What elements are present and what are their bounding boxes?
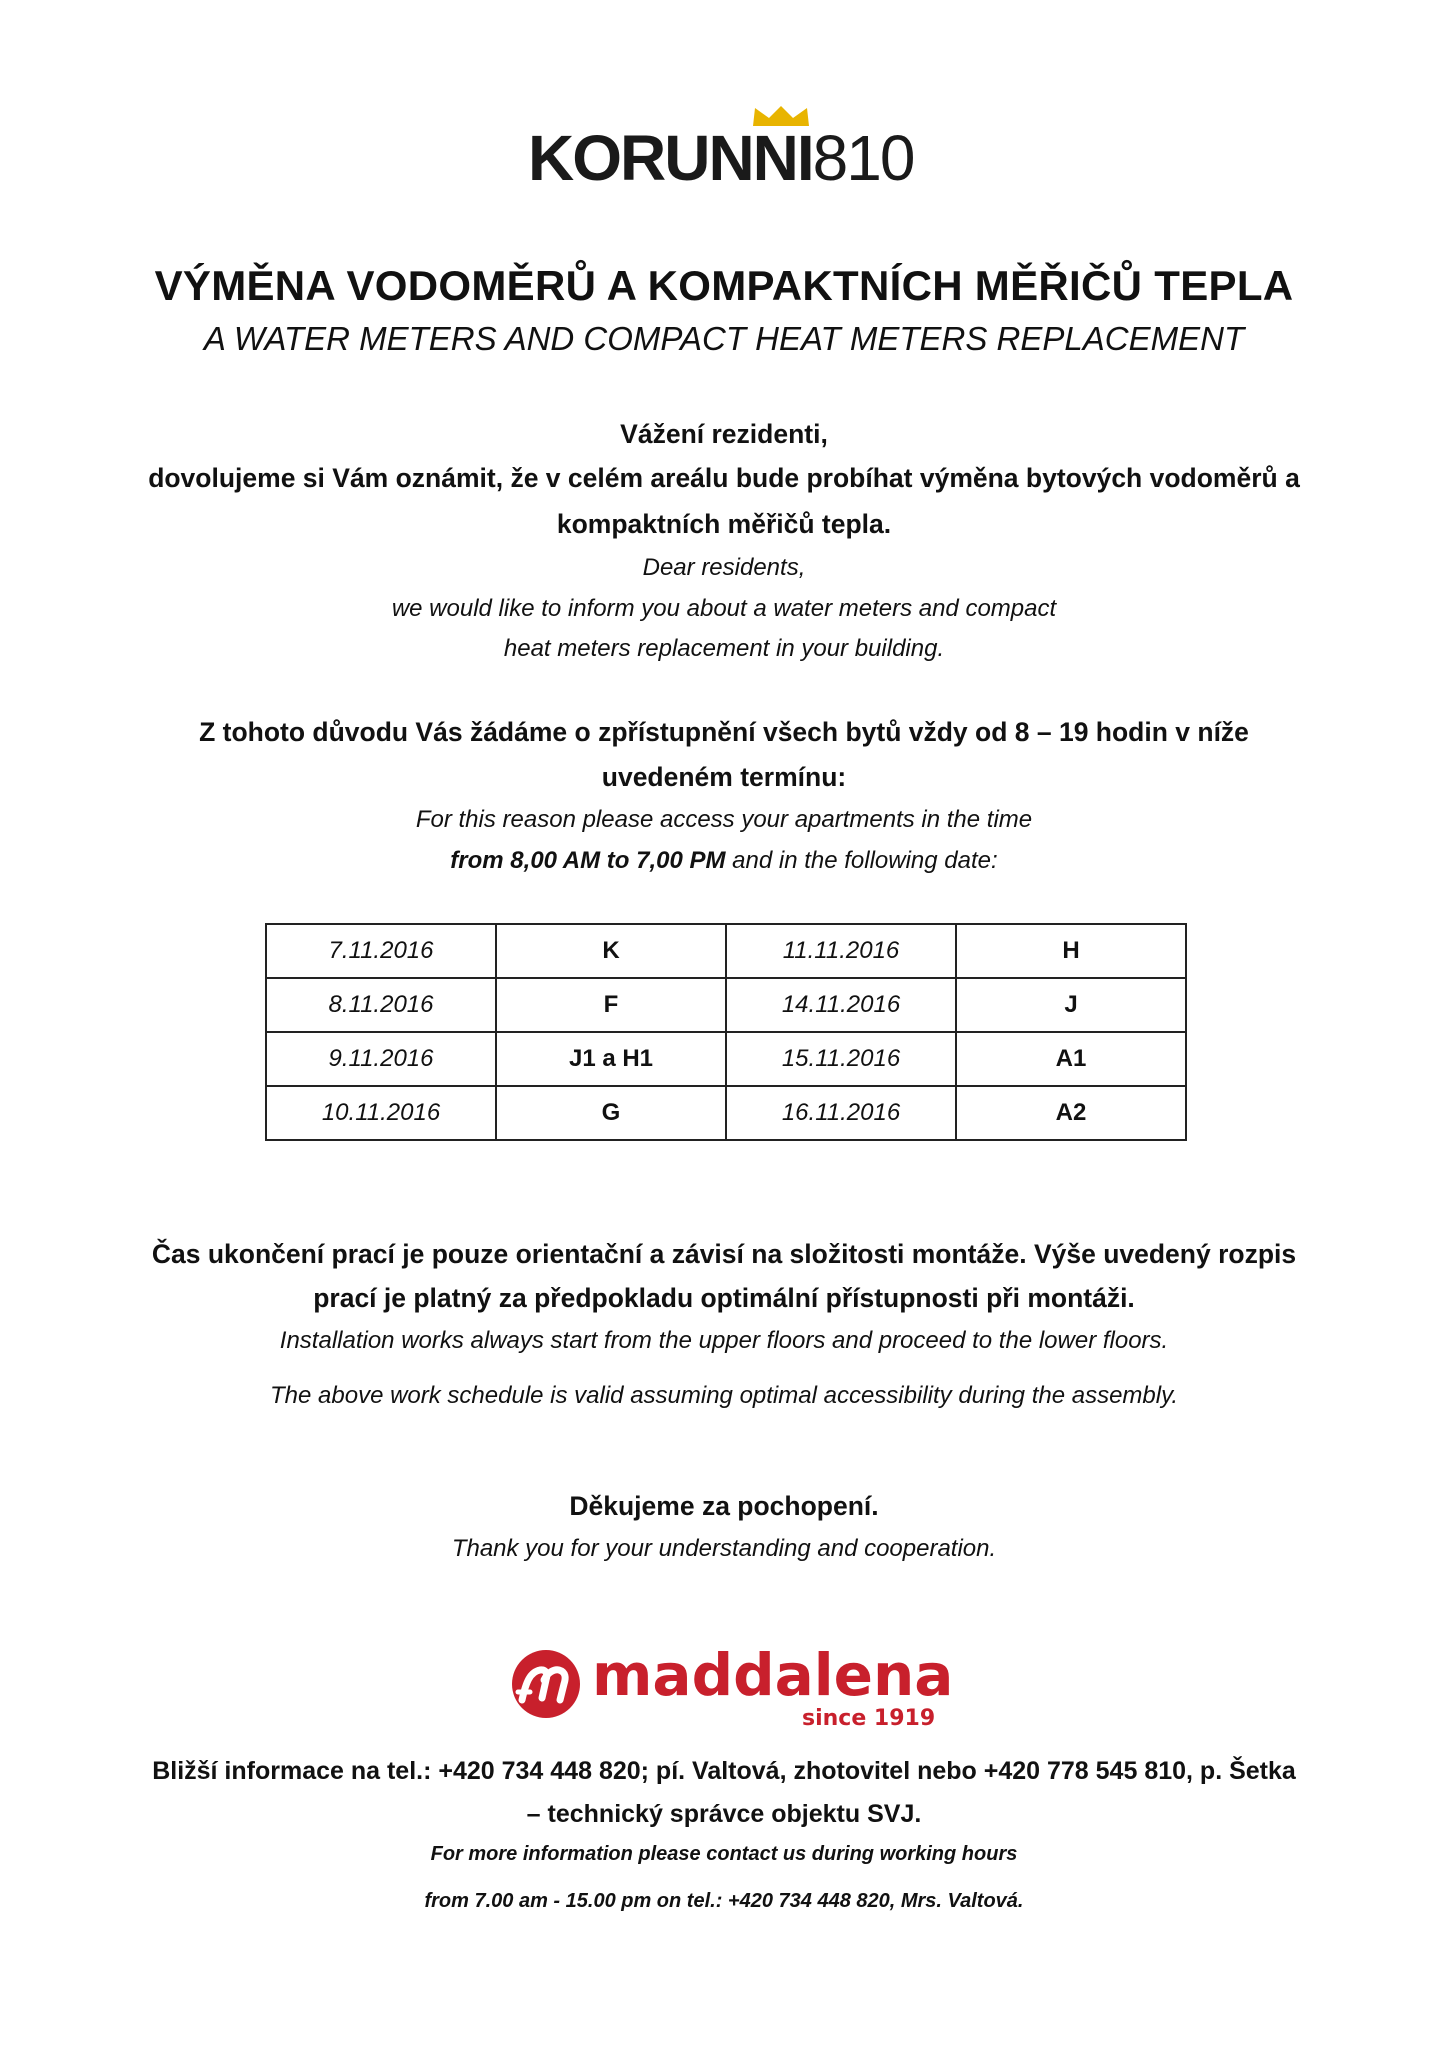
access-cz-line-1: Z tohoto důvodu Vás žádáme o zpřístupnění všech bytů vždy od 8 – 19 hodin v níže bbox=[199, 717, 1249, 747]
greeting-cz-line-3: kompaktních měřičů tepla. bbox=[556, 509, 892, 539]
schedule-building-cell: J bbox=[956, 978, 1186, 1032]
table-row bbox=[266, 1032, 1186, 1086]
access-time-range: from 8,00 AM to 7,00 PM bbox=[450, 847, 726, 874]
access-en-line-2 bbox=[0, 840, 1448, 881]
schedule-date-cell: 8.11.2016 bbox=[266, 978, 496, 1032]
contact-en-line-1: For more information please contact us during working hours bbox=[430, 1843, 1018, 1865]
schedule-date-cell: 14.11.2016 bbox=[726, 978, 956, 1032]
schedule-date-cell: 15.11.2016 bbox=[726, 1032, 956, 1086]
table-row bbox=[266, 978, 1186, 1032]
schedule-building-cell: H bbox=[956, 924, 1186, 978]
table-row bbox=[266, 1086, 1186, 1140]
korunni-logo-text: KORUNNI810 bbox=[528, 122, 914, 194]
maddalena-name: maddalena bbox=[592, 1641, 954, 1709]
greeting-cz-line-2: dovolujeme si Vám oznámit, že v celém areálu bude probíhat výměna bytových vodoměrů a bbox=[148, 463, 1300, 493]
schedule-date-cell: 9.11.2016 bbox=[266, 1032, 496, 1086]
maddalena-mark-icon bbox=[510, 1648, 582, 1720]
thanks-en: Thank you for your understanding and cooperation. bbox=[451, 1535, 997, 1562]
schedule-building-cell: A1 bbox=[956, 1032, 1186, 1086]
schedule-date-cell: 16.11.2016 bbox=[726, 1086, 956, 1140]
page-subtitle: A WATER METERS AND COMPACT HEAT METERS REPLACEMENT bbox=[203, 320, 1245, 357]
schedule-building-cell: J1 a H1 bbox=[496, 1032, 726, 1086]
schedule-building-cell: G bbox=[496, 1086, 726, 1140]
notice-en-line-1: Installation works always start from the upper floors and proceed to the lower floors. bbox=[279, 1327, 1169, 1354]
thanks-cz: Děkujeme za pochopení. bbox=[569, 1491, 879, 1521]
contact-en-line-2: from 7.00 am - 15.00 pm on tel.: +420 734 448 820, Mrs. Valtová. bbox=[424, 1890, 1024, 1912]
greeting-en-line-2: we would like to inform you about a water meters and compact bbox=[391, 595, 1057, 622]
greeting-en-line-3: heat meters replacement in your building. bbox=[503, 635, 945, 662]
schedule-date-cell: 7.11.2016 bbox=[266, 924, 496, 978]
access-en-line-1: For this reason please access your apartments in the time bbox=[415, 806, 1033, 833]
page-title: VÝMĚNA VODOMĚRŮ A KOMPAKTNÍCH MĚŘIČŮ TEPLA bbox=[154, 262, 1294, 309]
notice-cz-line-1: Čas ukončení prací je pouze orientační a závisí na složitosti montáže. Výše uvedený rozpis bbox=[151, 1239, 1297, 1269]
schedule-building-cell: A2 bbox=[956, 1086, 1186, 1140]
greeting-en-line-1: Dear residents, bbox=[642, 554, 806, 581]
greeting-cz-line-1: Vážení rezidenti, bbox=[620, 419, 828, 449]
schedule-building-cell: F bbox=[496, 978, 726, 1032]
table-row bbox=[266, 924, 1186, 978]
access-en-line-2-rest: and in the following date: bbox=[725, 847, 998, 874]
contact-cz-line-1: Bližší informace na tel.: +420 734 448 820; pí. Valtová, zhotovitel nebo +420 778 545 810, p. Šetka bbox=[152, 1757, 1296, 1785]
schedule-table bbox=[265, 923, 1187, 1141]
notice-en-line-2: The above work schedule is valid assuming optimal accessibility during the assembly. bbox=[270, 1382, 1178, 1409]
maddalena-since: since 1919 bbox=[802, 1706, 936, 1731]
maddalena-logo bbox=[510, 1641, 954, 1738]
notice-cz-line-2: prací je platný za předpokladu optimální přístupnosti při montáži. bbox=[313, 1283, 1135, 1313]
schedule-date-cell: 10.11.2016 bbox=[266, 1086, 496, 1140]
schedule-date-cell: 11.11.2016 bbox=[726, 924, 956, 978]
schedule-building-cell: K bbox=[496, 924, 726, 978]
contact-cz-line-2: – technický správce objektu SVJ. bbox=[526, 1800, 922, 1828]
korunni-logo bbox=[528, 104, 914, 194]
access-cz-line-2: uvedeném termínu: bbox=[601, 762, 847, 792]
